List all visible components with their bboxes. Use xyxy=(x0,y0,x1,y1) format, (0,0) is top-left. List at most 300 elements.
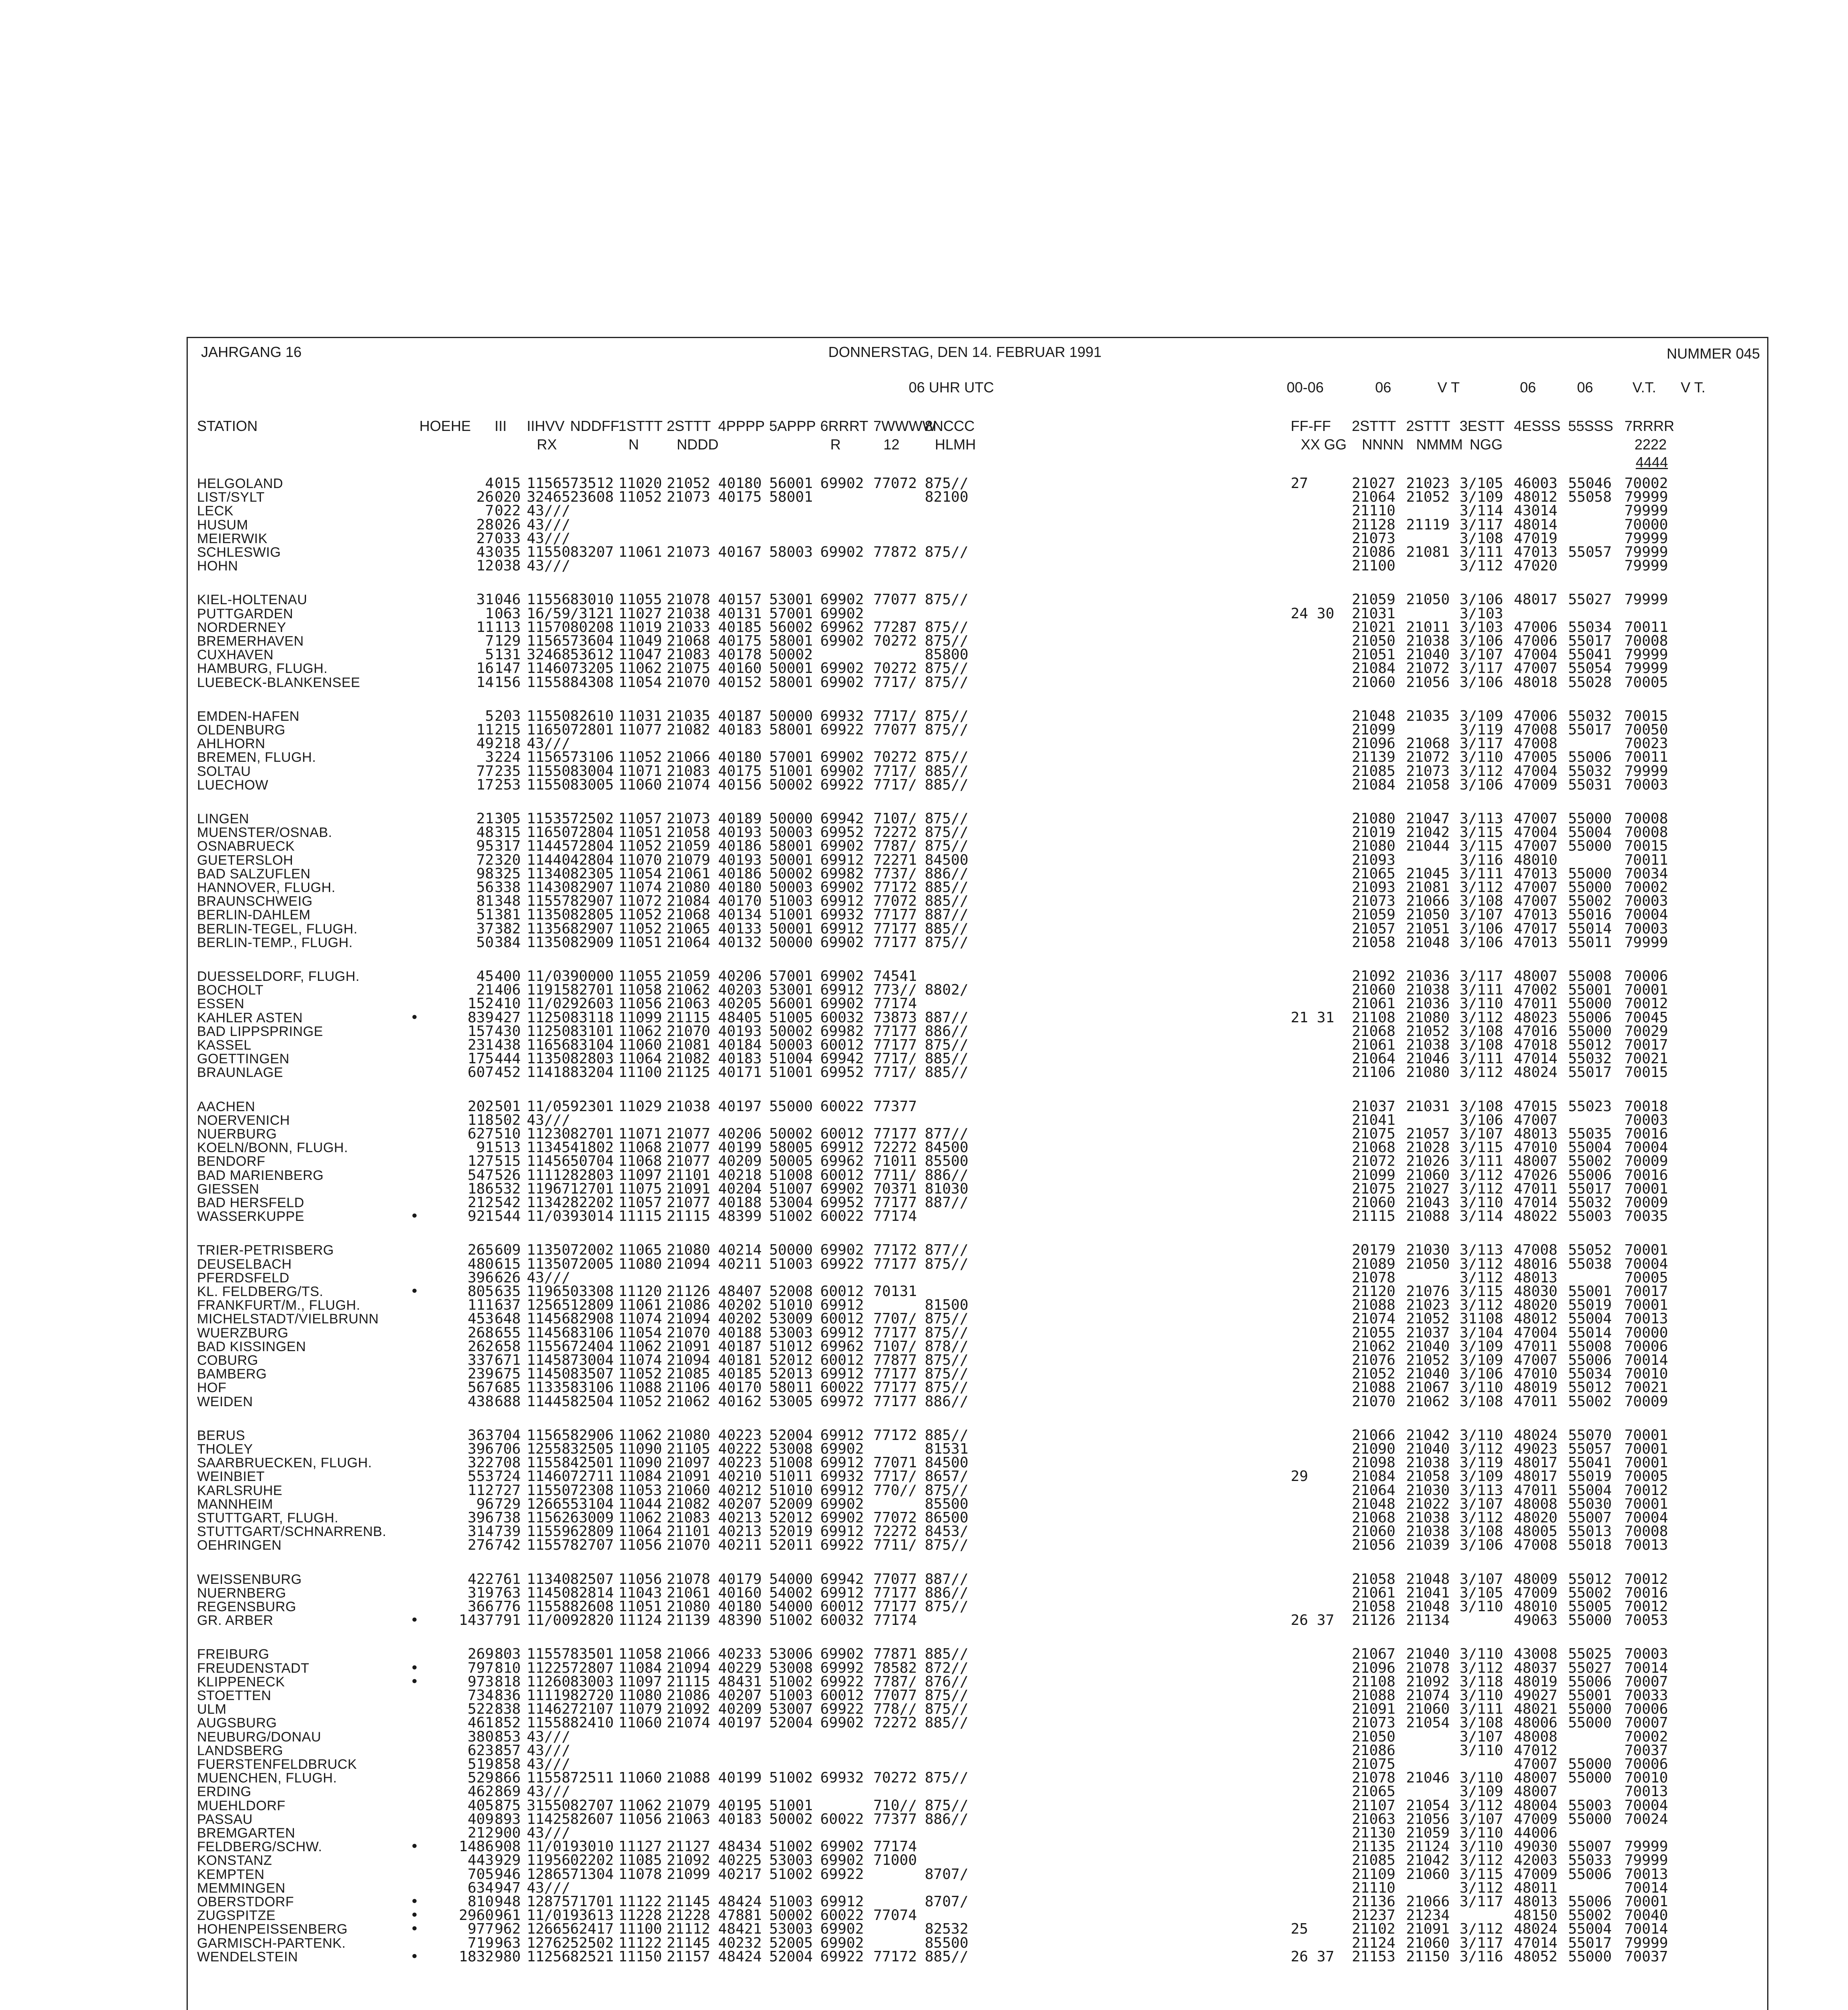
cell-value: 72804 xyxy=(570,838,614,854)
station-name: BERLIN-TEGEL, FLUGH. xyxy=(197,921,358,937)
cell-value: 655 xyxy=(495,1325,521,1341)
table-row xyxy=(0,1243,1848,1257)
cell-value: 43/// xyxy=(527,1112,571,1128)
station-name: MANNHEIM xyxy=(197,1497,273,1512)
cell-value: 55054 xyxy=(1568,660,1612,677)
cell-value: 7717/ xyxy=(873,777,917,793)
station-height: 262 xyxy=(467,1338,494,1355)
cell-value: 55012 xyxy=(1568,1571,1612,1587)
cell-value: 40193 xyxy=(718,1023,762,1040)
cell-value: 50000 xyxy=(769,934,813,951)
station-height: 529 xyxy=(467,1770,494,1786)
station-height: 461 xyxy=(467,1715,494,1731)
cell-value: 47006 xyxy=(1514,619,1558,636)
cell-value: 47002 xyxy=(1514,982,1558,998)
cell-value: 671 xyxy=(495,1352,521,1368)
cell-value: 21124 xyxy=(1406,1838,1450,1855)
group-header: V T xyxy=(1437,379,1460,396)
cell-value: 21084 xyxy=(1352,777,1396,793)
cell-value: 47020 xyxy=(1514,558,1558,574)
cell-value: 11052 xyxy=(618,749,662,765)
cell-value: 11556 xyxy=(527,1338,571,1355)
cell-value: 70001 xyxy=(1624,1242,1668,1258)
cell-value: 70010 xyxy=(1624,1366,1668,1382)
cell-value: 77074 xyxy=(873,1907,917,1924)
cell-value: 875// xyxy=(925,1687,969,1704)
cell-value: 21060 xyxy=(1352,982,1396,998)
cell-value: 60012 xyxy=(820,1311,864,1327)
cell-value: 858 xyxy=(495,1756,521,1772)
cell-value: 3/107 xyxy=(1460,1571,1503,1587)
cell-value: 21086 xyxy=(1352,1742,1396,1759)
cell-value: 54000 xyxy=(769,1598,813,1615)
cell-value: 40131 xyxy=(718,605,762,622)
cell-value: 3/106 xyxy=(1460,777,1503,793)
cell-value: 47017 xyxy=(1514,921,1558,937)
cell-value: 21080 xyxy=(667,1598,710,1615)
cell-value: 79999 xyxy=(1624,503,1668,519)
cell-value: 3/115 xyxy=(1460,1283,1503,1300)
cell-value: 3/109 xyxy=(1460,1783,1503,1800)
cell-value: 21082 xyxy=(667,1496,710,1512)
column-subheader: RX xyxy=(537,436,557,453)
cell-value: 3/109 xyxy=(1460,489,1503,505)
cell-value: 46003 xyxy=(1514,475,1558,492)
cell-value: 11440 xyxy=(527,852,571,868)
cell-value: 40210 xyxy=(718,1468,762,1485)
station-name: WENDELSTEIN xyxy=(197,1949,298,1965)
cell-value: 82803 xyxy=(570,1167,614,1183)
cell-value: 21023 xyxy=(1406,1297,1450,1313)
cell-value: 7717/ xyxy=(873,1064,917,1081)
cell-value: 21060 xyxy=(1406,1167,1450,1183)
cell-value: 55058 xyxy=(1568,489,1612,505)
station-name: BERUS xyxy=(197,1428,245,1443)
cell-value: 70272 xyxy=(873,660,917,677)
cell-value: 21026 xyxy=(1406,1153,1450,1169)
station-height: 409 xyxy=(467,1811,494,1827)
cell-value: 47008 xyxy=(1514,735,1558,752)
cell-value: 58005 xyxy=(769,1139,813,1156)
cell-value: 3/107 xyxy=(1460,907,1503,923)
column-subheader: 12 xyxy=(883,436,900,453)
cell-value: 40189 xyxy=(718,810,762,827)
station-name: KOELN/BONN, FLUGH. xyxy=(197,1140,348,1155)
station-name: OLDENBURG xyxy=(197,722,285,738)
cell-value: 11019 xyxy=(618,619,662,636)
cell-value: 77174 xyxy=(873,1208,917,1224)
cell-value: 21110 xyxy=(1352,1880,1396,1896)
cell-value: 21040 xyxy=(1406,646,1450,663)
cell-value: 47010 xyxy=(1514,1366,1558,1382)
cell-value: 29 xyxy=(1291,1468,1308,1485)
cell-value: 72272 xyxy=(873,1523,917,1540)
cell-value: 51010 xyxy=(769,1297,813,1313)
cell-value: 60022 xyxy=(820,1208,864,1224)
station-name: MEMMINGEN xyxy=(197,1881,285,1896)
cell-value: 55004 xyxy=(1568,1139,1612,1156)
table-row xyxy=(0,1922,1848,1936)
cell-value: 48024 xyxy=(1514,1064,1558,1081)
cell-value: 615 xyxy=(495,1256,521,1272)
cell-value: 40170 xyxy=(718,893,762,909)
cell-value: 11062 xyxy=(618,1427,662,1444)
cell-value: 21106 xyxy=(667,1379,710,1396)
cell-value: 3/111 xyxy=(1460,544,1503,560)
cell-value: 83501 xyxy=(570,1646,614,1662)
cell-value: 7717/ xyxy=(873,708,917,724)
cell-value: 50003 xyxy=(769,1037,813,1053)
cell-value: 70001 xyxy=(1624,1454,1668,1471)
cell-value: 21090 xyxy=(1352,1441,1396,1457)
cell-value: 11027 xyxy=(618,605,662,622)
cell-value: 51002 xyxy=(769,1674,813,1690)
cell-value: 48012 xyxy=(1514,489,1558,505)
cell-value: 55000 xyxy=(1568,1756,1612,1772)
table-row xyxy=(0,935,1848,950)
cell-value: 48013 xyxy=(1514,1893,1558,1910)
cell-value: 875// xyxy=(925,1701,969,1717)
cell-value: 55005 xyxy=(1568,1598,1612,1615)
cell-value: 381 xyxy=(495,907,521,923)
cell-value: 3/110 xyxy=(1460,1825,1503,1841)
cell-value: 21074 xyxy=(1406,1687,1450,1704)
cell-value: 77174 xyxy=(873,1612,917,1629)
table-row xyxy=(0,518,1848,532)
cell-value: 21048 xyxy=(1406,934,1450,951)
cell-value: 47011 xyxy=(1514,1338,1558,1355)
cell-value: 11060 xyxy=(618,1770,662,1786)
cell-value: 42804 xyxy=(570,852,614,868)
cell-value: 70017 xyxy=(1624,1283,1668,1300)
cell-value: 72801 xyxy=(570,722,614,738)
cell-value: 875 xyxy=(495,1797,521,1814)
cell-value: 81030 xyxy=(925,1181,969,1197)
cell-value: 022 xyxy=(495,503,521,519)
cell-value: 21062 xyxy=(667,982,710,998)
cell-value: 885// xyxy=(925,1427,969,1444)
cell-value: 21061 xyxy=(667,1585,710,1601)
cell-value: 77177 xyxy=(873,1585,917,1601)
cell-value: 11077 xyxy=(618,722,662,738)
cell-value: 23608 xyxy=(570,489,614,505)
cell-value: 47007 xyxy=(1514,1352,1558,1368)
cell-value: 21052 xyxy=(1406,1311,1450,1327)
cell-value: 51005 xyxy=(769,1009,813,1026)
station-name: NUERBURG xyxy=(197,1126,277,1142)
cell-value: 21094 xyxy=(667,1352,710,1368)
cell-value: 21093 xyxy=(1352,879,1396,896)
table-row xyxy=(0,908,1848,922)
cell-value: 52004 xyxy=(769,1948,813,1965)
cell-value: 21 31 xyxy=(1291,1009,1335,1026)
cell-value: 70014 xyxy=(1624,1352,1668,1368)
cell-value: 40134 xyxy=(718,907,762,923)
cell-value: 69922 xyxy=(820,1701,864,1717)
cell-value: 48407 xyxy=(718,1283,762,1300)
cell-value: 21048 xyxy=(1352,708,1396,724)
station-height: 322 xyxy=(467,1454,494,1471)
cell-value: 21073 xyxy=(1406,763,1450,779)
cell-value: 3/119 xyxy=(1460,1454,1503,1471)
cell-value: 11127 xyxy=(618,1838,662,1855)
cell-value: 810 xyxy=(495,1660,521,1676)
cell-value: 40181 xyxy=(718,1352,762,1368)
cell-value: 382 xyxy=(495,921,521,937)
column-header: 4PPPP xyxy=(718,418,765,434)
cell-value: 3/112 xyxy=(1460,1510,1503,1526)
cell-value: 48007 xyxy=(1514,1153,1558,1169)
cell-value: 11068 xyxy=(618,1153,662,1169)
cell-value: 73004 xyxy=(570,1352,614,1368)
cell-value: 52019 xyxy=(769,1523,813,1540)
station-name: HUSUM xyxy=(197,517,248,533)
cell-value: 43/// xyxy=(527,1783,571,1800)
station-name: MEIERWIK xyxy=(197,531,268,546)
cell-value: 70005 xyxy=(1624,674,1668,691)
cell-value: 980 xyxy=(495,1948,521,1965)
cell-value: 11450 xyxy=(527,1366,571,1382)
cell-value: 11052 xyxy=(618,921,662,937)
station-name: WASSERKUPPE xyxy=(197,1209,304,1224)
station-height: 212 xyxy=(467,1194,494,1211)
cell-value: 11062 xyxy=(618,1338,662,1355)
cell-value: 70002 xyxy=(1624,1729,1668,1745)
cell-value: 11559 xyxy=(527,1523,571,1540)
station-height: 422 xyxy=(467,1571,494,1587)
station-name: LIST/SYLT xyxy=(197,490,265,505)
station-height: 56 xyxy=(476,879,494,896)
cell-value: 55000 xyxy=(1568,1715,1612,1731)
table-row xyxy=(0,1812,1848,1827)
cell-value: 53001 xyxy=(769,982,813,998)
column-subheader: N xyxy=(628,436,639,453)
cell-value: 11088 xyxy=(618,1379,662,1396)
cell-value: 21056 xyxy=(1406,1811,1450,1827)
cell-value: 11456 xyxy=(527,1153,571,1169)
station-height: 112 xyxy=(467,1482,494,1499)
cell-value: 3/117 xyxy=(1460,517,1503,533)
cell-value: 11090 xyxy=(618,1441,662,1457)
cell-value: 82907 xyxy=(570,921,614,937)
cell-value: 70011 xyxy=(1624,749,1668,765)
cell-value: 69932 xyxy=(820,1770,864,1786)
cell-value: 21136 xyxy=(1352,1893,1396,1910)
table-row xyxy=(0,504,1848,518)
cell-value: 40205 xyxy=(718,995,762,1012)
cell-value: 60022 xyxy=(820,1907,864,1924)
cell-value: 21060 xyxy=(1406,1701,1450,1717)
cell-value: 48008 xyxy=(1514,1729,1558,1745)
cell-value: 69902 xyxy=(820,1935,864,1951)
cell-value: 48017 xyxy=(1514,1468,1558,1485)
station-height: 462 xyxy=(467,1783,494,1800)
station-height: 366 xyxy=(467,1598,494,1615)
cell-value: 21063 xyxy=(667,1811,710,1827)
cell-value: 11062 xyxy=(618,1023,662,1040)
cell-value: 70004 xyxy=(1624,1797,1668,1814)
station-height: 268 xyxy=(467,1325,494,1341)
cell-value: 21050 xyxy=(1406,907,1450,923)
cell-value: 70004 xyxy=(1624,1139,1668,1156)
cell-value: 55000 xyxy=(1568,1023,1612,1040)
cell-value: 48019 xyxy=(1514,1379,1558,1396)
table-row xyxy=(0,1613,1848,1628)
mountain-station-mark: • xyxy=(410,1907,419,1924)
cell-value: 40193 xyxy=(718,852,762,868)
station-name: COBURG xyxy=(197,1353,259,1368)
cell-value: 21059 xyxy=(1352,907,1396,923)
cell-value: 11052 xyxy=(618,838,662,854)
cell-value: 53612 xyxy=(570,646,614,663)
cell-value: 69902 xyxy=(820,763,864,779)
station-height: 111 xyxy=(467,1297,494,1313)
cell-value: 48009 xyxy=(1514,1571,1558,1587)
cell-value: 69912 xyxy=(820,1427,864,1444)
cell-value: 70371 xyxy=(873,1181,917,1197)
cell-value: 875// xyxy=(925,1537,969,1553)
cell-value: 40183 xyxy=(718,1050,762,1067)
cell-value: 21086 xyxy=(667,1297,710,1313)
cell-value: 11056 xyxy=(618,1537,662,1553)
cell-value: 70009 xyxy=(1624,1153,1668,1169)
cell-value: 21036 xyxy=(1406,995,1450,1012)
cell-value: 708 xyxy=(495,1454,521,1471)
cell-value: 11122 xyxy=(618,1935,662,1951)
observation-time: 06 UHR UTC xyxy=(909,379,994,396)
cell-value: 21094 xyxy=(667,1660,710,1676)
cell-value: 70004 xyxy=(1624,1510,1668,1526)
cell-value: 55014 xyxy=(1568,921,1612,937)
cell-value: 21074 xyxy=(667,777,710,793)
cell-value: 21084 xyxy=(1352,1468,1396,1485)
cell-value: 40133 xyxy=(718,921,762,937)
station-height: 51 xyxy=(476,907,494,923)
cell-value: 70053 xyxy=(1624,1612,1668,1629)
cell-value: 11072 xyxy=(618,893,662,909)
cell-value: 21070 xyxy=(667,674,710,691)
cell-value: 55001 xyxy=(1568,1283,1612,1300)
cell-value: 7107/ xyxy=(873,1338,917,1355)
cell-value: 55006 xyxy=(1568,1866,1612,1883)
cell-value: 83507 xyxy=(570,1366,614,1382)
cell-value: 21093 xyxy=(1352,852,1396,868)
cell-value: 3/117 xyxy=(1460,1893,1503,1910)
column-header: 2STTT xyxy=(1406,418,1451,434)
cell-value: 52008 xyxy=(769,1283,813,1300)
cell-value: 21028 xyxy=(1406,1139,1450,1156)
cell-value: 21072 xyxy=(1406,749,1450,765)
cell-value: 742 xyxy=(495,1537,521,1553)
cell-value: 44006 xyxy=(1514,1825,1558,1841)
cell-value: 70001 xyxy=(1624,1893,1668,1910)
cell-value: 11079 xyxy=(618,1701,662,1717)
table-row xyxy=(0,997,1848,1011)
cell-value: 41802 xyxy=(570,1139,614,1156)
cell-value: 3/110 xyxy=(1460,1687,1503,1704)
cell-value: 11060 xyxy=(618,1715,662,1731)
cell-value: 55032 xyxy=(1568,1050,1612,1067)
cell-value: 55006 xyxy=(1568,1167,1612,1183)
station-height: 977 xyxy=(467,1921,494,1937)
cell-value: 21128 xyxy=(1352,517,1396,533)
cell-value: 21072 xyxy=(1406,660,1450,677)
cell-value: 40209 xyxy=(718,1701,762,1717)
cell-value: 452 xyxy=(495,1064,521,1081)
station-name: LINGEN xyxy=(197,811,249,827)
cell-value: 48434 xyxy=(718,1838,762,1855)
cell-value: 47007 xyxy=(1514,838,1558,854)
cell-value: 70011 xyxy=(1624,619,1668,636)
cell-value: 21070 xyxy=(667,1023,710,1040)
mountain-station-mark: • xyxy=(410,1921,419,1937)
station-height: 31 xyxy=(476,591,494,608)
cell-value: 11/03 xyxy=(527,1208,571,1224)
cell-value: 40207 xyxy=(718,1687,762,1704)
table-row xyxy=(0,1065,1848,1080)
cell-value: 3/112 xyxy=(1460,1167,1503,1183)
cell-value: 51003 xyxy=(769,1687,813,1704)
cell-value: 60012 xyxy=(820,1126,864,1142)
cell-value: 70009 xyxy=(1624,1393,1668,1410)
cell-value: 55006 xyxy=(1568,1352,1612,1368)
cell-value: 11084 xyxy=(618,1660,662,1676)
cell-value: 51002 xyxy=(769,1866,813,1883)
cell-value: 7711/ xyxy=(873,1537,917,1553)
cell-value: 77177 xyxy=(873,921,917,937)
cell-value: 3/112 xyxy=(1460,1256,1503,1272)
cell-value: 53008 xyxy=(769,1660,813,1676)
cell-value: 77177 xyxy=(873,1256,917,1272)
cell-value: 704 xyxy=(495,1427,521,1444)
cell-value: 21050 xyxy=(1406,1256,1450,1272)
cell-value: 55006 xyxy=(1568,1674,1612,1690)
cell-value: 40187 xyxy=(718,1338,762,1355)
station-name: THOLEY xyxy=(197,1442,253,1457)
cell-value: 21112 xyxy=(667,1921,710,1937)
station-height: 5 xyxy=(485,708,494,724)
cell-value: 3/103 xyxy=(1460,619,1503,636)
station-name: MUENSTER/OSNAB. xyxy=(197,825,333,840)
cell-value: 11090 xyxy=(618,1454,662,1471)
cell-value: 40199 xyxy=(718,1139,762,1156)
cell-value: 11052 xyxy=(618,907,662,923)
cell-value: 21115 xyxy=(667,1009,710,1026)
cell-value: 40204 xyxy=(718,1181,762,1197)
cell-value: 706 xyxy=(495,1441,521,1457)
cell-value: 40185 xyxy=(718,619,762,636)
cell-value: 48017 xyxy=(1514,1454,1558,1471)
cell-value: 40225 xyxy=(718,1852,762,1868)
cell-value: 21088 xyxy=(1352,1297,1396,1313)
cell-value: 40179 xyxy=(718,1571,762,1587)
cell-value: 21030 xyxy=(1406,1242,1450,1258)
cell-value: 3/110 xyxy=(1460,749,1503,765)
station-name: OSNABRUECK xyxy=(197,839,295,854)
cell-value: 21125 xyxy=(667,1064,710,1081)
station-name: KASSEL xyxy=(197,1038,252,1053)
cell-value: 51003 xyxy=(769,1893,813,1910)
cell-value: 42003 xyxy=(1514,1852,1558,1868)
cell-value: 77072 xyxy=(873,475,917,492)
cell-value: 85500 xyxy=(925,1935,969,1951)
cell-value: 430 xyxy=(495,1023,521,1040)
cell-value: 21077 xyxy=(667,1126,710,1142)
cell-value: 69952 xyxy=(820,1194,864,1211)
cell-value: 48010 xyxy=(1514,1598,1558,1615)
cell-value: 11557 xyxy=(527,1646,571,1662)
cell-value: 11260 xyxy=(527,1674,571,1690)
